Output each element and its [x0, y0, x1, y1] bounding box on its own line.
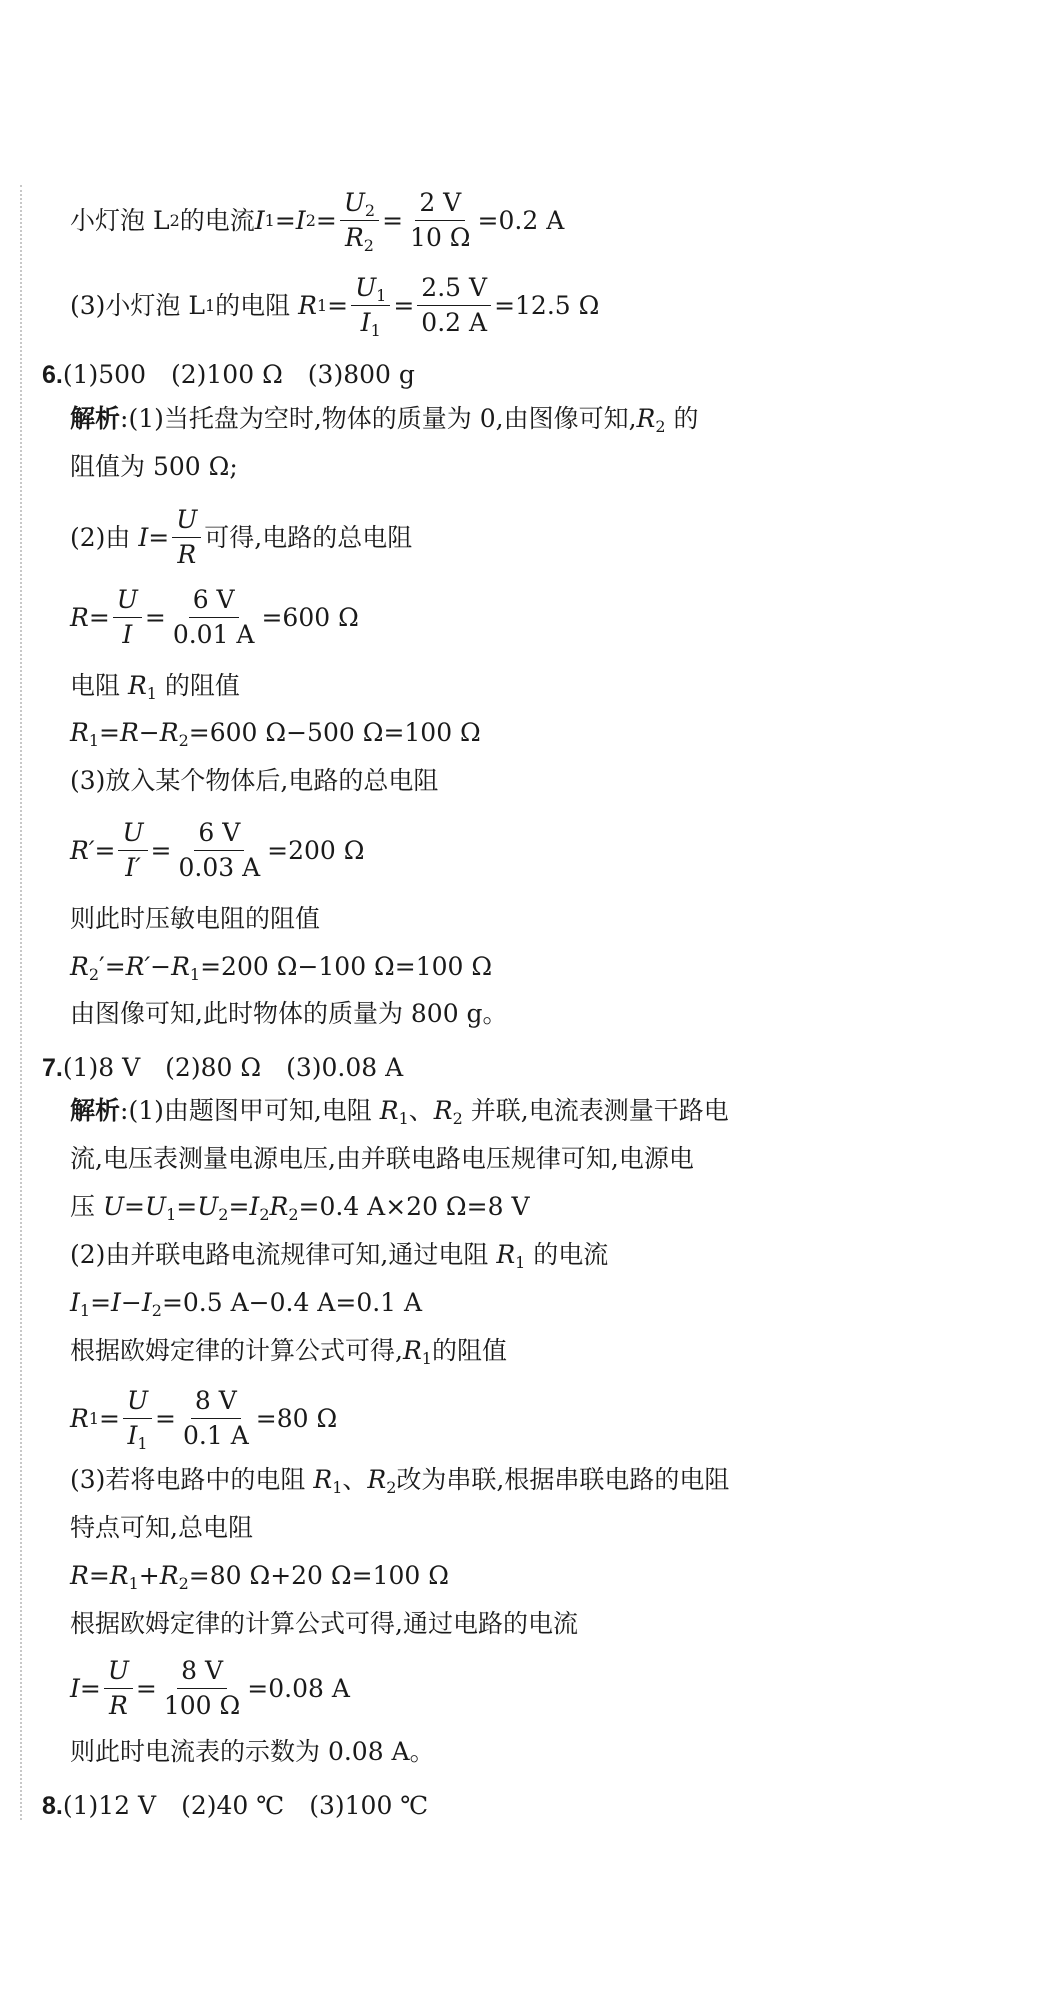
q6-analysis-1: 解析:(1)当托盘为空时,物体的质量为 0,由图像可知$,R_2$ 的: [70, 404, 699, 436]
q6-answer-line: 6.(1)500 (2)100 Ω (3)800 g: [42, 360, 415, 389]
fraction: $\frac{6 V}{0.03 A}$: [178, 818, 261, 882]
q6-analysis-2: 阻值为 500 Ω;: [70, 452, 238, 481]
fraction: $\frac{U}{I_1}$: [123, 1386, 152, 1451]
q7-eq-total-r: $R=R_1+R_2=80$ Ω+20 Ω=100 Ω: [70, 1561, 449, 1593]
q7-analysis-3: 压 $U=U_1=U_2=I_2R_2=0.4$ A×20 Ω=8 V: [70, 1192, 530, 1224]
q7-text-r1: 根据欧姆定律的计算公式可得$,R_1$的阻值: [70, 1336, 507, 1368]
fraction: $\frac{6 V}{0.01 A}$: [172, 585, 255, 649]
fraction: $\frac{8 V}{100 \Omega}$: [163, 1656, 241, 1720]
question-number: 8.: [42, 1792, 63, 1820]
q6-eq-r2: $R_2'=R'-R_1=200$ Ω−100 Ω=100 Ω: [70, 952, 493, 984]
q6-step2-text: (2)由 I = $\frac{U}{R}$ 可得,电路的总电阻: [70, 505, 413, 569]
q7-step3-text-1: (3)若将电路中的电阻 $R_1$、$R_2$改为串联,根据串联电路的电阻: [70, 1465, 730, 1497]
q7-step3-text-3: 根据欧姆定律的计算公式可得,通过电路的电流: [70, 1609, 578, 1638]
q7-analysis-2: 流,电压表测量电源电压,由并联电路电压规律可知,电源电: [70, 1144, 694, 1173]
q7-eq-i1: $I_1=I-I_2=0.5$ A−0.4 A=0.1 A: [70, 1288, 423, 1320]
q7-answer-line: 7.(1)8 V (2)80 Ω (3)0.08 A: [42, 1053, 404, 1082]
question-number: 7.: [42, 1054, 63, 1082]
q6-eq-r1: $R_1=R-R_2=600$ Ω−500 Ω=100 Ω: [70, 718, 481, 750]
cont-line-resistance-l1: (3)小灯泡 L 1 的电阻 R 1 = $\frac{U_1}{I_1}$ = $\frac{2.5 V}{0.2 A}$ =12.5 Ω: [70, 273, 600, 340]
cont-line-current-l2: 小灯泡 L 2 的电流 I 1 = I 2 = $\frac{U_2}{R_2}$ = $\frac{2 V}{10 \Omega}$ =0.2 A: [70, 188, 565, 255]
fraction: $\frac{2 V}{10 \Omega}$: [410, 188, 471, 252]
q7-conclusion: 则此时电流表的示数为 0.08 A。: [70, 1737, 435, 1766]
fraction: $\frac{U}{R}$: [172, 505, 201, 570]
margin-dotted-line: [20, 185, 22, 1820]
fraction: $\frac{2.5 V}{0.2 A}$: [417, 273, 491, 338]
q6-step3-text: (3)放入某个物体后,电路的总电阻: [70, 766, 439, 795]
q6-text-r2: 则此时压敏电阻的阻值: [70, 904, 321, 933]
q6-eq-total-resistance-2: R′ = $\frac{U}{I'}$ = $\frac{6 V}{0.03 A}$ =200 Ω: [70, 818, 365, 882]
fraction: $\frac{U}{I'}$: [118, 818, 147, 883]
q6-eq-total-resistance: R = $\frac{U}{I}$ = $\frac{6 V}{0.01 A}$ =600 Ω: [70, 585, 359, 649]
q6-text-r1: 电阻 $R_1$ 的阻值: [70, 671, 240, 703]
fraction: $\frac{U}{I}$: [113, 585, 142, 650]
q8-answer-line: 8.(1)12 V (2)40 ℃ (3)100 ℃: [42, 1791, 429, 1820]
q7-eq-r1: R 1 = $\frac{U}{I_1}$ = $\frac{8 V}{0.1 A}$ =80 Ω: [70, 1386, 338, 1453]
q7-eq-current: I = $\frac{U}{R}$ = $\frac{8 V}{100 \Omega}$ =0.08 A: [70, 1656, 350, 1720]
q6-conclusion: 由图像可知,此时物体的质量为 800 g。: [70, 999, 508, 1028]
fraction: $\frac{U_2}{R_2}$: [340, 188, 379, 253]
q7-step2-text: (2)由并联电路电流规律可知,通过电阻 $R_1$ 的电流: [70, 1240, 609, 1272]
q7-analysis-1: 解析:(1)由题图甲可知,电阻 $R_1$、$R_2$ 并联,电流表测量干路电: [70, 1096, 729, 1128]
fraction: $\frac{U_1}{I_1}$: [351, 273, 390, 338]
q7-step3-text-2: 特点可知,总电阻: [70, 1513, 253, 1542]
fraction: $\frac{8 V}{0.1 A}$: [183, 1386, 249, 1450]
question-number: 6.: [42, 361, 63, 389]
fraction: $\frac{U}{R}$: [104, 1656, 133, 1721]
